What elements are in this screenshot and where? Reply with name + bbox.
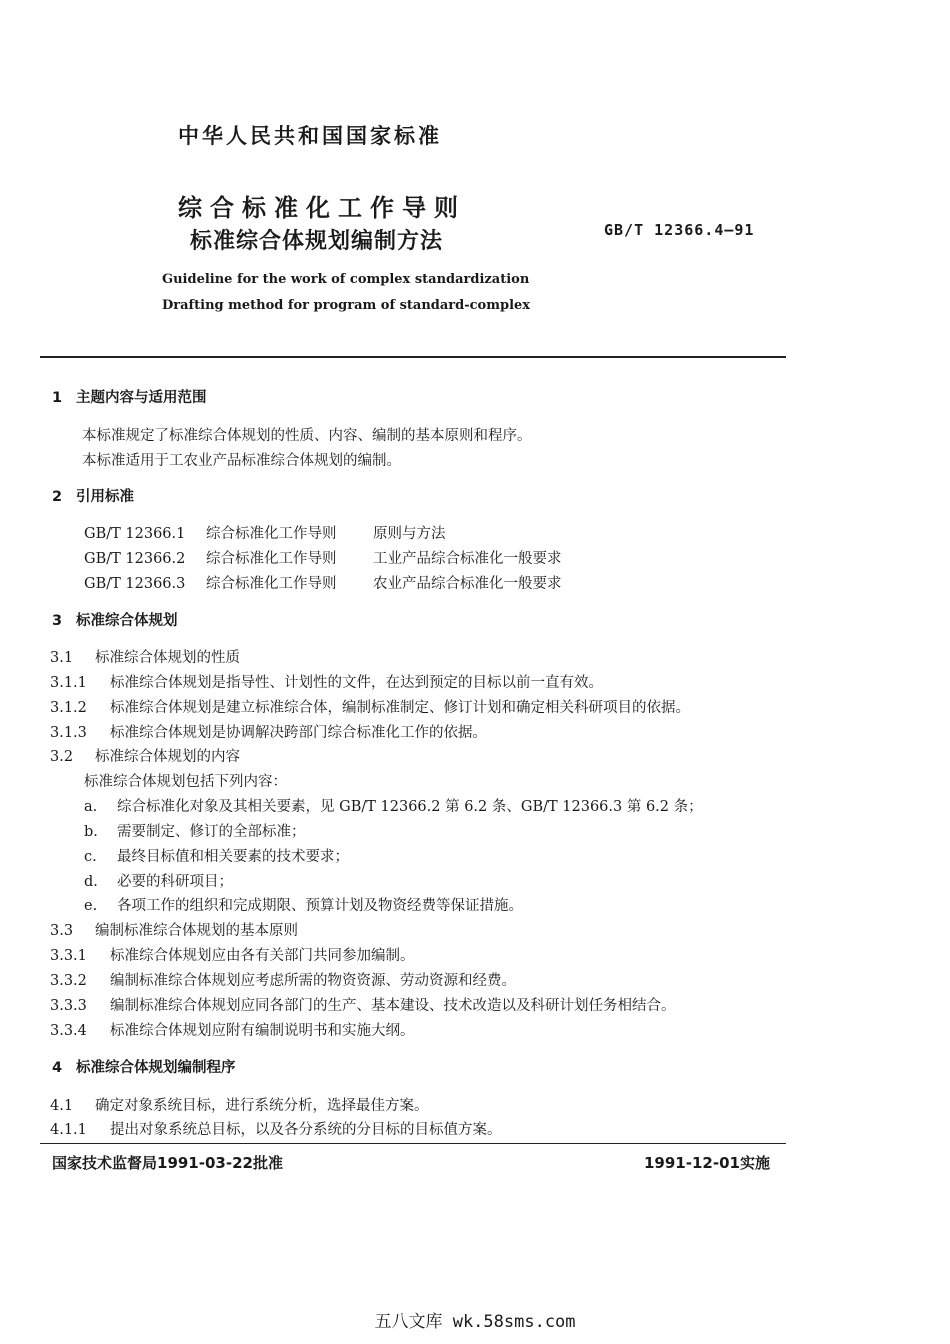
- title-cn-sub: 标准综合体规划编制方法: [190, 229, 444, 254]
- clause-item: 4.1.1 提出对象系统总目标，以及各分系统的分目标的目标值方案。: [50, 1122, 502, 1138]
- section-4-heading: 4 标准综合体规划编制程序: [52, 1060, 236, 1076]
- section-1-paragraph: 本标准适用于工农业产品标准综合体规划的编制。: [82, 453, 401, 469]
- title-cn-main: 综合标准化工作导则: [178, 194, 466, 222]
- document-issuer: 中华人民共和国国家标准: [178, 124, 442, 148]
- section-1-paragraph: 本标准规定了标准综合体规划的性质、内容、编制的基本原则和程序。: [82, 428, 532, 444]
- clause-item: 3.1.3 标准综合体规划是协调解决跨部门综合标准化工作的依据。: [50, 725, 487, 741]
- clause-item: 3.3.2 编制标准综合体规划应考虑所需的物资资源、劳动资源和经费。: [50, 973, 516, 989]
- content-intro: 标准综合体规划包括下列内容：: [84, 774, 287, 790]
- watermark: 五八文库 wk.58sms.com: [374, 1312, 576, 1332]
- list-item: e. 各项工作的组织和完成期限、预算计划及物资经费等保证措施。: [84, 898, 523, 914]
- reference-item: GB/T 12366.2 综合标准化工作导则 工业产品综合标准化一般要求: [84, 551, 562, 567]
- clause-item: 3.3.4 标准综合体规划应附有编制说明书和实施大纲。: [50, 1023, 415, 1039]
- list-item: a. 综合标准化对象及其相关要素，见 GB/T 12366.2 第 6.2 条、GB/T 12366.3 第 6.2 条；: [84, 799, 703, 815]
- clause-item: 3.2 标准综合体规划的内容: [50, 749, 240, 765]
- section-2-heading: 2 引用标准: [52, 489, 134, 505]
- approval-date: 国家技术监督局1991-03-22批准: [52, 1154, 283, 1172]
- header-divider: [40, 356, 786, 358]
- clause-item: 3.3.3 编制标准综合体规划应同各部门的生产、基本建设、技术改造以及科研计划任务相结合。: [50, 998, 676, 1014]
- list-item: c. 最终目标值和相关要素的技术要求；: [84, 849, 349, 865]
- clause-item: 3.3 编制标准综合体规划的基本原则: [50, 923, 298, 939]
- clause-item: 4.1 确定对象系统目标，进行系统分析，选择最佳方案。: [50, 1098, 429, 1114]
- list-item: b. 需要制定、修订的全部标准；: [84, 824, 306, 840]
- section-3-heading: 3 标准综合体规划: [52, 613, 178, 629]
- title-en-main: Guideline for the work of complex standardization: [162, 272, 530, 287]
- reference-item: GB/T 12366.1 综合标准化工作导则 原则与方法: [84, 526, 446, 542]
- clause-item: 3.1.2 标准综合体规划是建立标准综合体，编制标准制定、修订计划和确定相关科研项目的依据。: [50, 700, 690, 716]
- clause-item: 3.3.1 标准综合体规划应由各有关部门共同参加编制。: [50, 948, 415, 964]
- clause-item: 3.1 标准综合体规划的性质: [50, 650, 240, 666]
- footer-divider: [40, 1143, 786, 1144]
- reference-item: GB/T 12366.3 综合标准化工作导则 农业产品综合标准化一般要求: [84, 576, 562, 592]
- effective-date: 1991-12-01实施: [644, 1154, 770, 1172]
- title-en-sub: Drafting method for program of standard-complex: [162, 298, 531, 313]
- standard-code: GB/T 12366.4—91: [604, 221, 755, 239]
- list-item: d. 必要的科研项目；: [84, 874, 233, 890]
- section-1-heading: 1 主题内容与适用范围: [52, 390, 207, 406]
- clause-item: 3.1.1 标准综合体规划是指导性、计划性的文件，在达到预定的目标以前一直有效。: [50, 675, 603, 691]
